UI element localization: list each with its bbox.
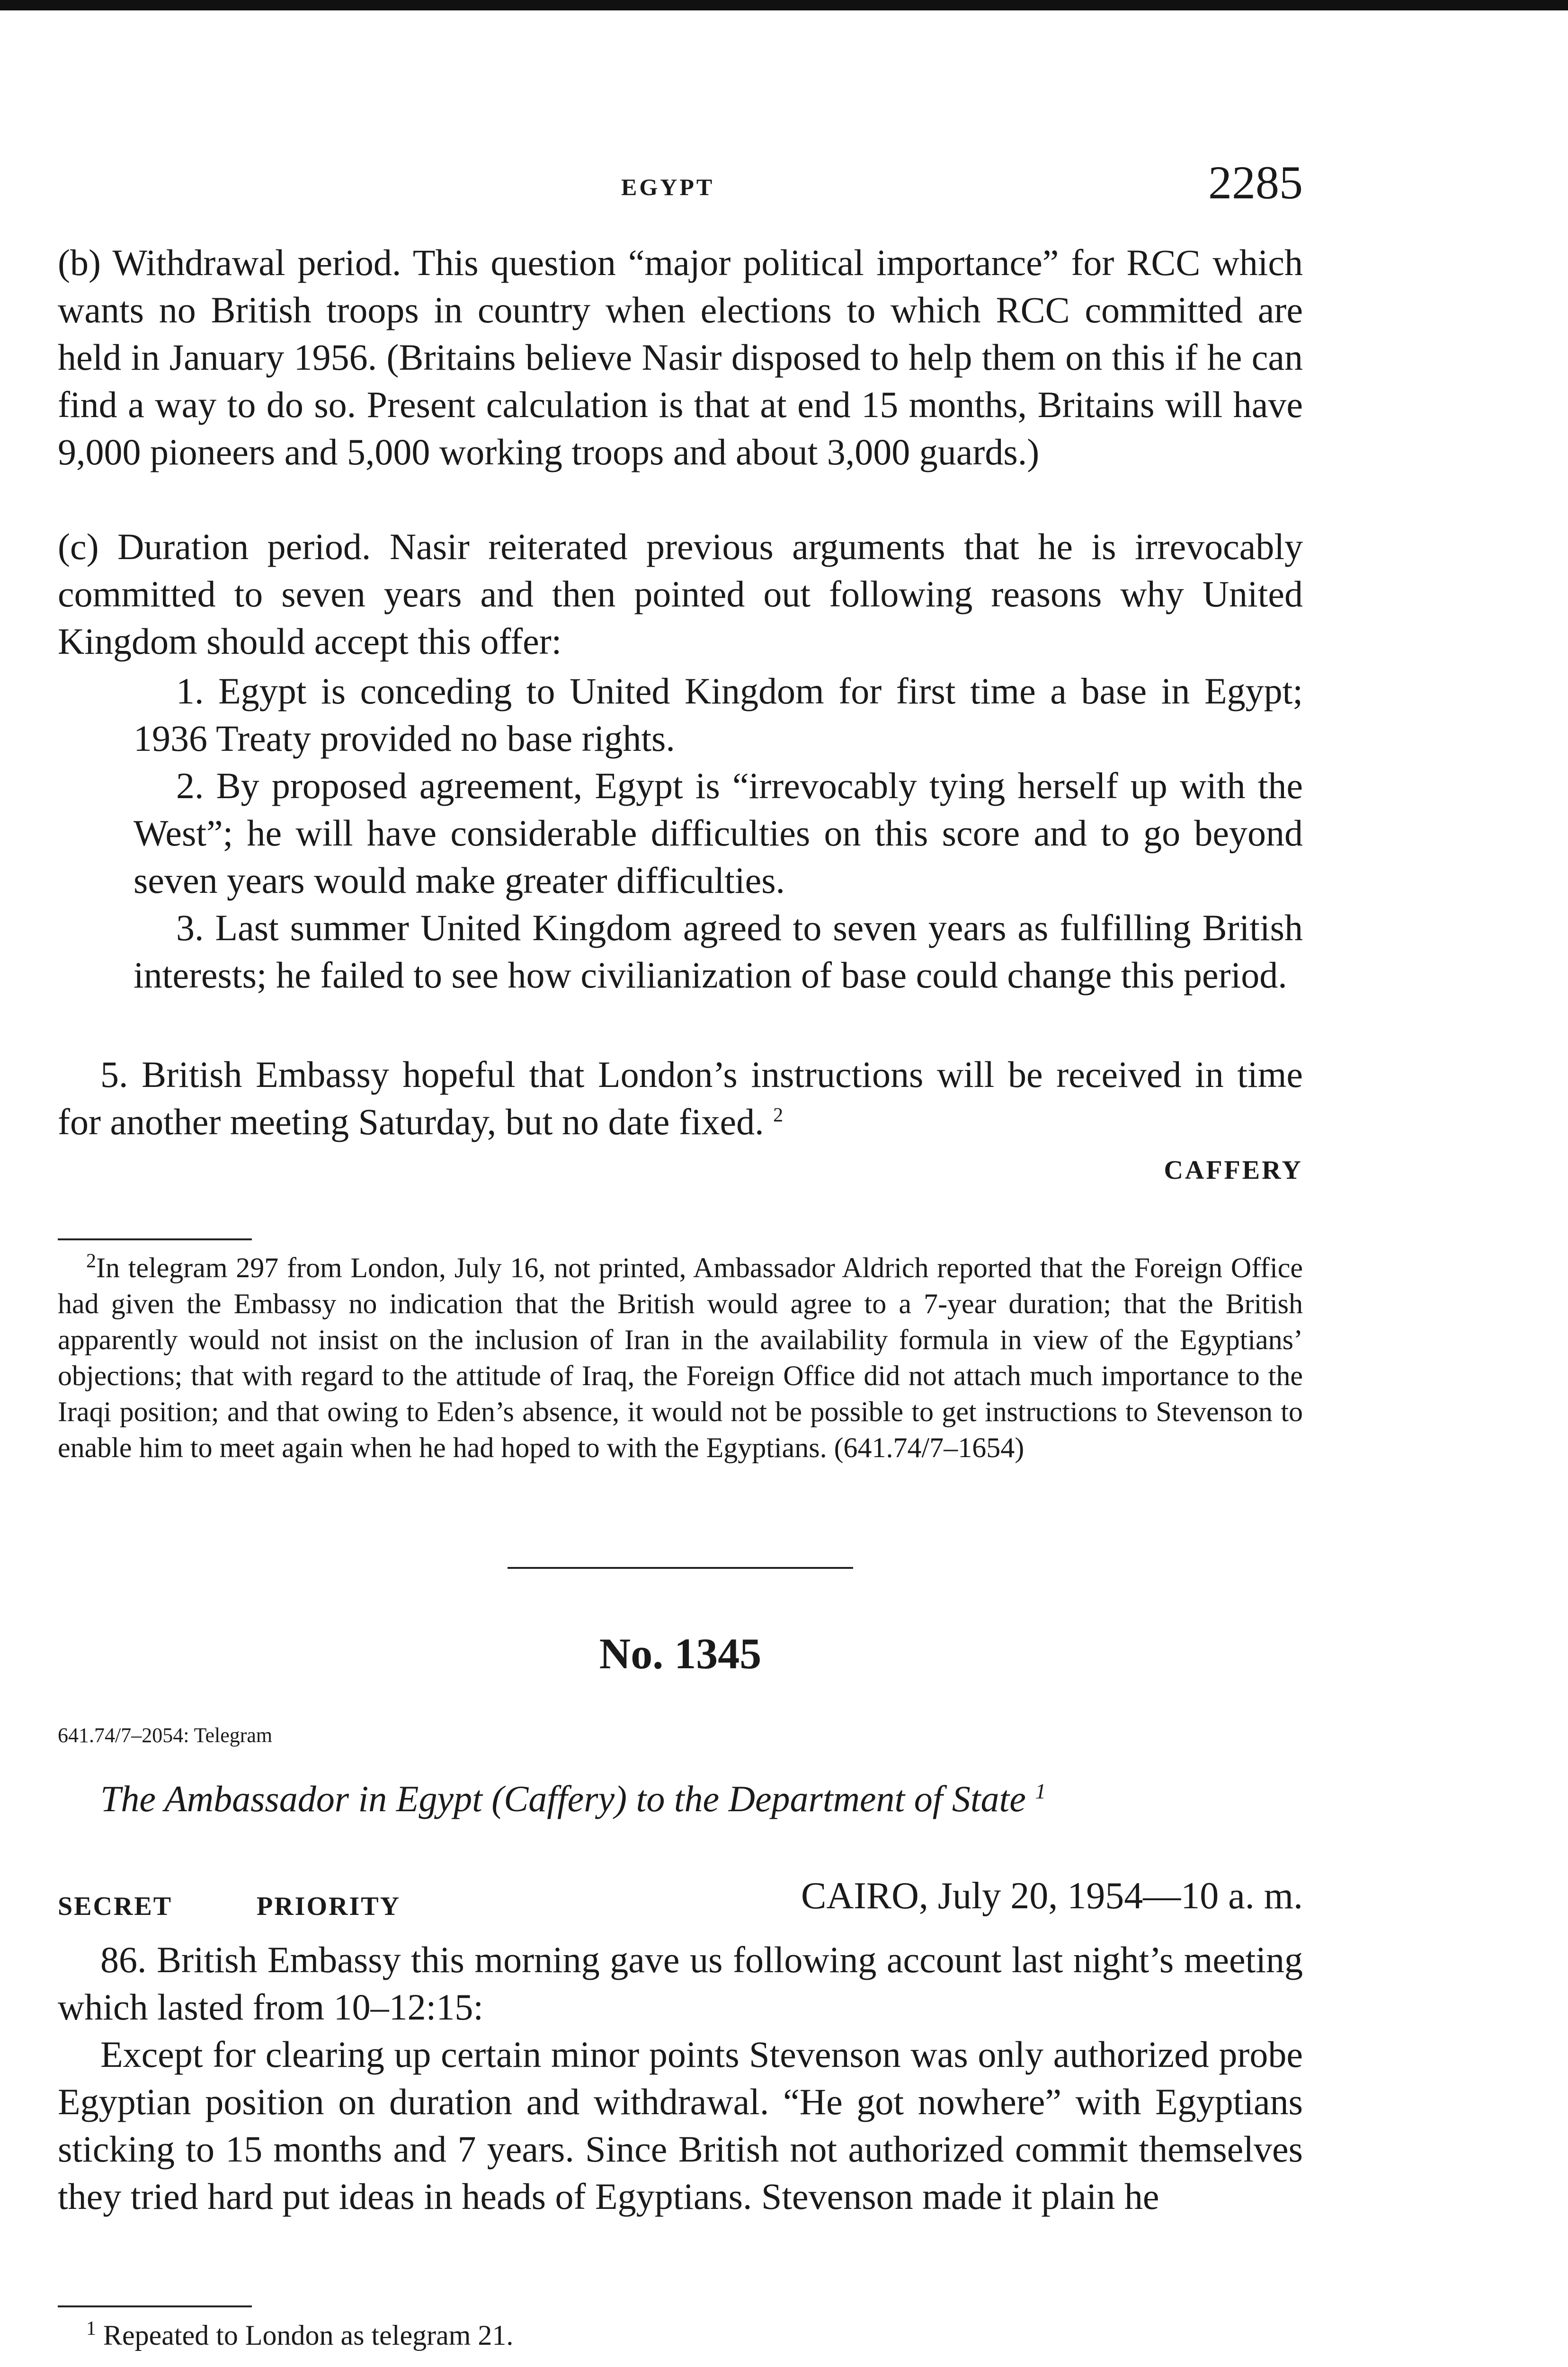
footnote-ref-1: 1 xyxy=(1035,1779,1046,1803)
paragraph-except: Except for clearing up certain minor points Stevenson was only authorized probe Egyptian position on duration and withdrawal. “He got nowhere” with Egyptians sticking to 15 months and 7 years. Since British not authorized commit themselves they tried hard put ideas in heads of Egyptians. Stevenson made it plain he xyxy=(58,2034,1303,2217)
list-item: 1. Egypt is conceding to United Kingdom for first time a base in Egypt; 1936 Treaty provided no base rights. xyxy=(134,670,1303,759)
document-subject-text: The Ambassador in Egypt (Caffery) to the Department of State xyxy=(100,1778,1026,1819)
list-item: 3. Last summer United Kingdom agreed to seven years as fulfilling British interests; he failed to see how civilianization of base could change this period. xyxy=(134,907,1303,996)
precedence: PRIORITY xyxy=(257,1892,401,1921)
paragraph-5 xyxy=(58,1051,1303,1146)
section-divider xyxy=(508,1567,853,1569)
footnote-1 xyxy=(86,2317,1303,2353)
signature: CAFFERY xyxy=(1164,1156,1303,1185)
footnote-ref-2: 2 xyxy=(773,1104,784,1126)
footnote-rule xyxy=(58,1238,252,1240)
footnote-marker: 2 xyxy=(86,1250,96,1272)
dateline: CAIRO, July 20, 1954—10 a. m. xyxy=(801,1875,1303,1917)
file-reference: 641.74/7–2054: Telegram xyxy=(58,1724,273,1747)
paragraph-b-withdrawal: (b) Withdrawal period. This question “major political importance” for RCC which wants no British troops in country when elections to which RCC committed are held in January 1956. (Britains believe Nasir disposed to help them on this if he can find a way to do so. Present calculation is that at end 15 months, Britains will have 9,000 pioneers and 5,000 working troops and about 3,000 guards.) xyxy=(58,242,1303,472)
page-top-edge xyxy=(0,0,1568,10)
footnote-rule xyxy=(58,2305,252,2307)
running-title: EGYPT xyxy=(621,174,715,200)
classification: SECRET xyxy=(58,1892,173,1921)
document-subject xyxy=(100,1778,1303,1820)
document-number: No. 1345 xyxy=(599,1629,762,1678)
paragraph-86: 86. British Embassy this morning gave us following account last night’s meeting which lasted from 10–12:15: xyxy=(58,1939,1303,2028)
reasons-list xyxy=(134,667,1303,999)
paragraph-c-duration: (c) Duration period. Nasir reiterated previous arguments that he is irrevocably committed to seven years and then pointed out following reasons why United Kingdom should accept this offer: xyxy=(58,526,1303,662)
footnote-marker: 1 xyxy=(86,2318,96,2340)
footnote-1-text: Repeated to London as telegram 21. xyxy=(103,2320,514,2351)
page-number: 2285 xyxy=(1208,156,1303,209)
footnote-2 xyxy=(58,1250,1303,1466)
paragraph-5-text: 5. British Embassy hopeful that London’s instructions will be received in time for another meeting Saturday, but no date fixed. xyxy=(58,1054,1303,1142)
list-item: 2. By proposed agreement, Egypt is “irrevocably tying herself up with the West”; he will have considerable difficulties on this score and to go beyond seven years would make greater difficulties. xyxy=(134,765,1303,901)
footnote-2-text: In telegram 297 from London, July 16, not printed, Ambassador Aldrich reported that the Foreign Office had given the Embassy no indication that the British would agree to a 7-year duration; that the British apparently would not insist on the inclusion of Iran in the availability formula in view of the Egyptians’ objections; that with regard to the attitude of Iraq, the Foreign Office did not attach much importance to the Iraqi position; and that owing to Eden’s absence, it would not be possible to get instructions to Stevenson to enable him to meet again when he had hoped to with the Egyptians. (641.74/7–1654) xyxy=(58,1252,1303,1463)
